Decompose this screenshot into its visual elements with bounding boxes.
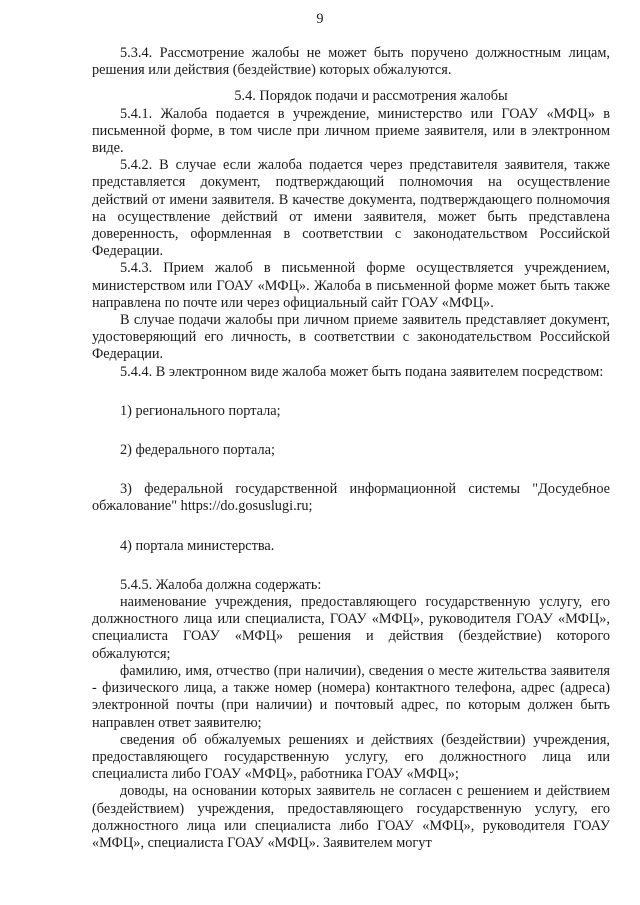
document-body (92, 45, 610, 852)
paragraph-5-4-5-arguments: доводы, на основании которых заявитель не согласен с решением и действием (бездействием) учреждения, предоставляющего государственную услугу, его должностного лица или специалиста либо ГОАУ «МФЦ», руководителя ГОАУ «МФЦ», специалиста ГОАУ «МФЦ». Заявителем могут (92, 783, 610, 851)
page-number: 9 (316, 11, 324, 27)
paragraph-5-4-5: 5.4.5. Жалоба должна содержать: (120, 576, 322, 593)
paragraph-5-4-3: 5.4.3. Прием жалоб в письменной форме осуществляется учреждением, министерством или ГОАУ «МФЦ». Жалоба в письменной форме может быть также направлена по почте или через официальный сайт ГОАУ «МФЦ». (92, 260, 610, 311)
paragraph-5-4-3-personal: В случае подачи жалобы при личном приеме заявитель представляет документ, удостоверяющий его личность, в соответствии с законодательством Российской Федерации. (92, 312, 610, 363)
paragraph-5-4-2: 5.4.2. В случае если жалоба подается через представителя заявителя, также представляется документ, подтверждающий полномочия на осуществление действий от имени заявителя. В качестве документа, подтверждающего полномочия на осуществление действий от имени заявителя, может быть представлена доверенность, оформленная в соответствии с законодательством Российской Федерации. (92, 157, 610, 260)
paragraph-5-4-1: 5.4.1. Жалоба подается в учреждение, министерство или ГОАУ «МФЦ» в письменной форме, в том числе при личном приеме заявителя, или в электронном виде. (92, 105, 610, 157)
list-item-ministry-portal: 4) портала министерства. (120, 537, 275, 554)
paragraph-5-4-5-institution: наименование учреждения, предоставляющего государственную услугу, его должностного лица или специалиста, ГОАУ «МФЦ», руководителя ГОАУ «МФЦ», специалиста ГОАУ «МФЦ» решения и действия (бездействие) которого обжалуются; (92, 594, 610, 662)
list-item-federal-system: 3) федеральной государственной информационной системы "Досудебное обжалование" https://do.gosuslugi.ru; (92, 481, 610, 515)
paragraph-5-3-4: 5.3.4. Рассмотрение жалобы не может быть поручено должностным лицам, решения или действия (бездействие) которых обжалуются. (92, 45, 610, 79)
paragraph-5-4-5-applicant: фамилию, имя, отчество (при наличии), сведения о месте жительства заявителя - физического лица, а также номер (номера) контактного телефона, адрес (адреса) электронной почты (при наличии) и почтовый адрес, по которым должен быть направлен ответ заявителю; (92, 662, 610, 731)
list-item-regional-portal: 1) регионального портала; (120, 402, 281, 419)
list-item-federal-portal: 2) федерального портала; (120, 442, 275, 459)
section-heading-5-4: 5.4. Порядок подачи и рассмотрения жалобы (234, 88, 508, 105)
paragraph-5-4-4: 5.4.4. В электронном виде жалоба может быть подана заявителем посредством: (120, 363, 604, 380)
paragraph-5-4-5-decisions: сведения об обжалуемых решениях и действиях (бездействии) учреждения, предоставляющего государственную услугу, его должностного лица или специалиста либо ГОАУ «МФЦ», работника ГОАУ «МФЦ»; (92, 731, 610, 783)
